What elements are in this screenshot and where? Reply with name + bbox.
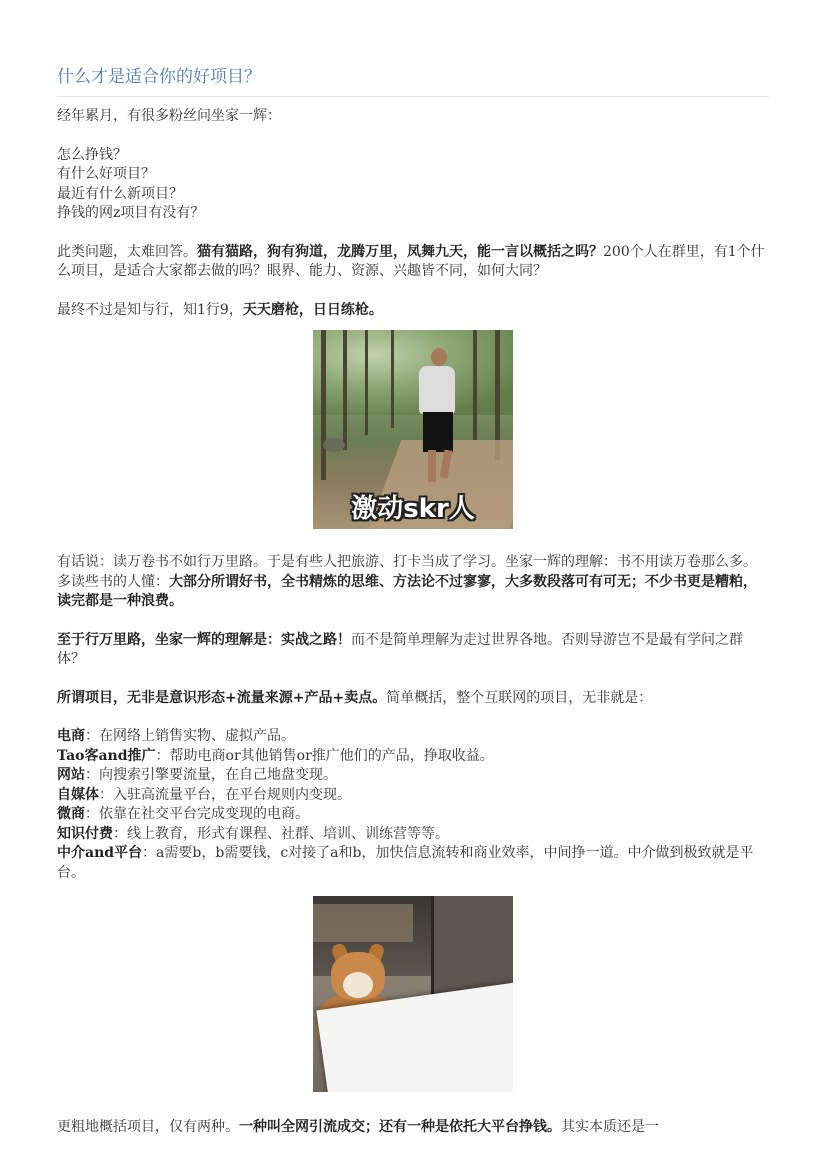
list-item-wechat-business: 微商：依靠在社交平台完成变现的电商。 <box>57 806 309 822</box>
question-1: 怎么挣钱？ <box>57 146 127 163</box>
emphasis: 所谓项目，无非是意识形态+流量来源+产品+卖点。 <box>57 689 387 706</box>
article <box>57 0 769 1138</box>
paragraph-practice: 最终不过是知与行，知1行9，天天磨枪，日日练枪。 <box>57 301 383 318</box>
paragraph-project-definition: 所谓项目，无非是意识形态+流量来源+产品+卖点。简单概括，整个互联网的项目，无非就是： <box>57 689 653 706</box>
list-item-agency-platform: 中介and平台：a需要b，b需要钱，c对接了a和b，加快信息流转和商业效率，中间挣一道。中介做到极致就是平台。 <box>57 845 754 881</box>
list-item-taoke: Tao客and推广：帮助电商or其他销售or推广他们的产品，挣取收益。 <box>57 747 494 764</box>
question-3: 最近有什么新项目？ <box>57 185 183 202</box>
article-title: 什么才是适合你的好项目？ <box>57 0 769 97</box>
list-item-paid-knowledge: 知识付费：线上教育，形式有课程、社群、培训、训练营等等。 <box>57 825 449 842</box>
emphasis: 大部分所谓好书，全书精炼的思维、方法论不过寥寥，大多数段落可有可无；不少书更是糟粕，读完都是一种浪费。 <box>57 573 757 609</box>
paragraph-difficulty: 此类问题，太难回答。猫有猫路，狗有狗道，龙腾万里，凤舞九天，能一言以概括之吗？200个人在群里，有1个什么项目，是适合大家都去做的吗？眼界、能力、资源、兴趣皆不同，如何大同？ <box>57 243 765 279</box>
paragraph-travel: 至于行万里路，坐家一辉的理解是：实战之路！而不是简单理解为走过世界各地。否则导游岂不是最有学问之群体？ <box>57 631 743 667</box>
paragraph-reading: 有话说：读万卷书不如行万里路。于是有些人把旅游、打卡当成了学习。坐家一辉的理解：书不用读万卷那么多。多读些书的人懂：大部分所谓好书，全书精炼的思维、方法论不过寥寥，大多数段落可有可无；不少书更是糟粕，读完都是一种浪费。 <box>57 554 757 609</box>
list-item-self-media: 自媒体：入驻高流量平台，在平台规则内变现。 <box>57 786 351 803</box>
question-2: 有什么好项目？ <box>57 166 155 182</box>
list-item-website: 网站：向搜索引擎要流量，在自己地盘变现。 <box>57 767 337 783</box>
intro-paragraph: 经年累月，有很多粉丝问坐家一辉： <box>57 108 281 124</box>
gif-caption: 激动skr人 <box>351 494 475 524</box>
emphasis: 天天磨枪，日日练枪。 <box>242 301 383 318</box>
corgi-gif <box>313 896 513 1092</box>
emphasis: 至于行万里路，坐家一辉的理解是：实战之路！ <box>57 631 351 648</box>
list-item-ecommerce: 电商：在网络上销售实物、虚拟产品。 <box>57 728 295 744</box>
emphasis: 猫有猫路，狗有狗道，龙腾万里，凤舞九天，能一言以概括之吗？ <box>197 243 603 260</box>
forest-walking-gif <box>313 330 513 529</box>
paragraph-summary: 更粗地概括项目，仅有两种。一种叫全网引流成交；还有一种是依托大平台挣钱。其实本质还是一 <box>57 1119 659 1135</box>
question-4: 挣钱的网z项目有没有？ <box>57 205 205 221</box>
emphasis: 一种叫全网引流成交；还有一种是依托大平台挣钱。 <box>239 1119 561 1135</box>
